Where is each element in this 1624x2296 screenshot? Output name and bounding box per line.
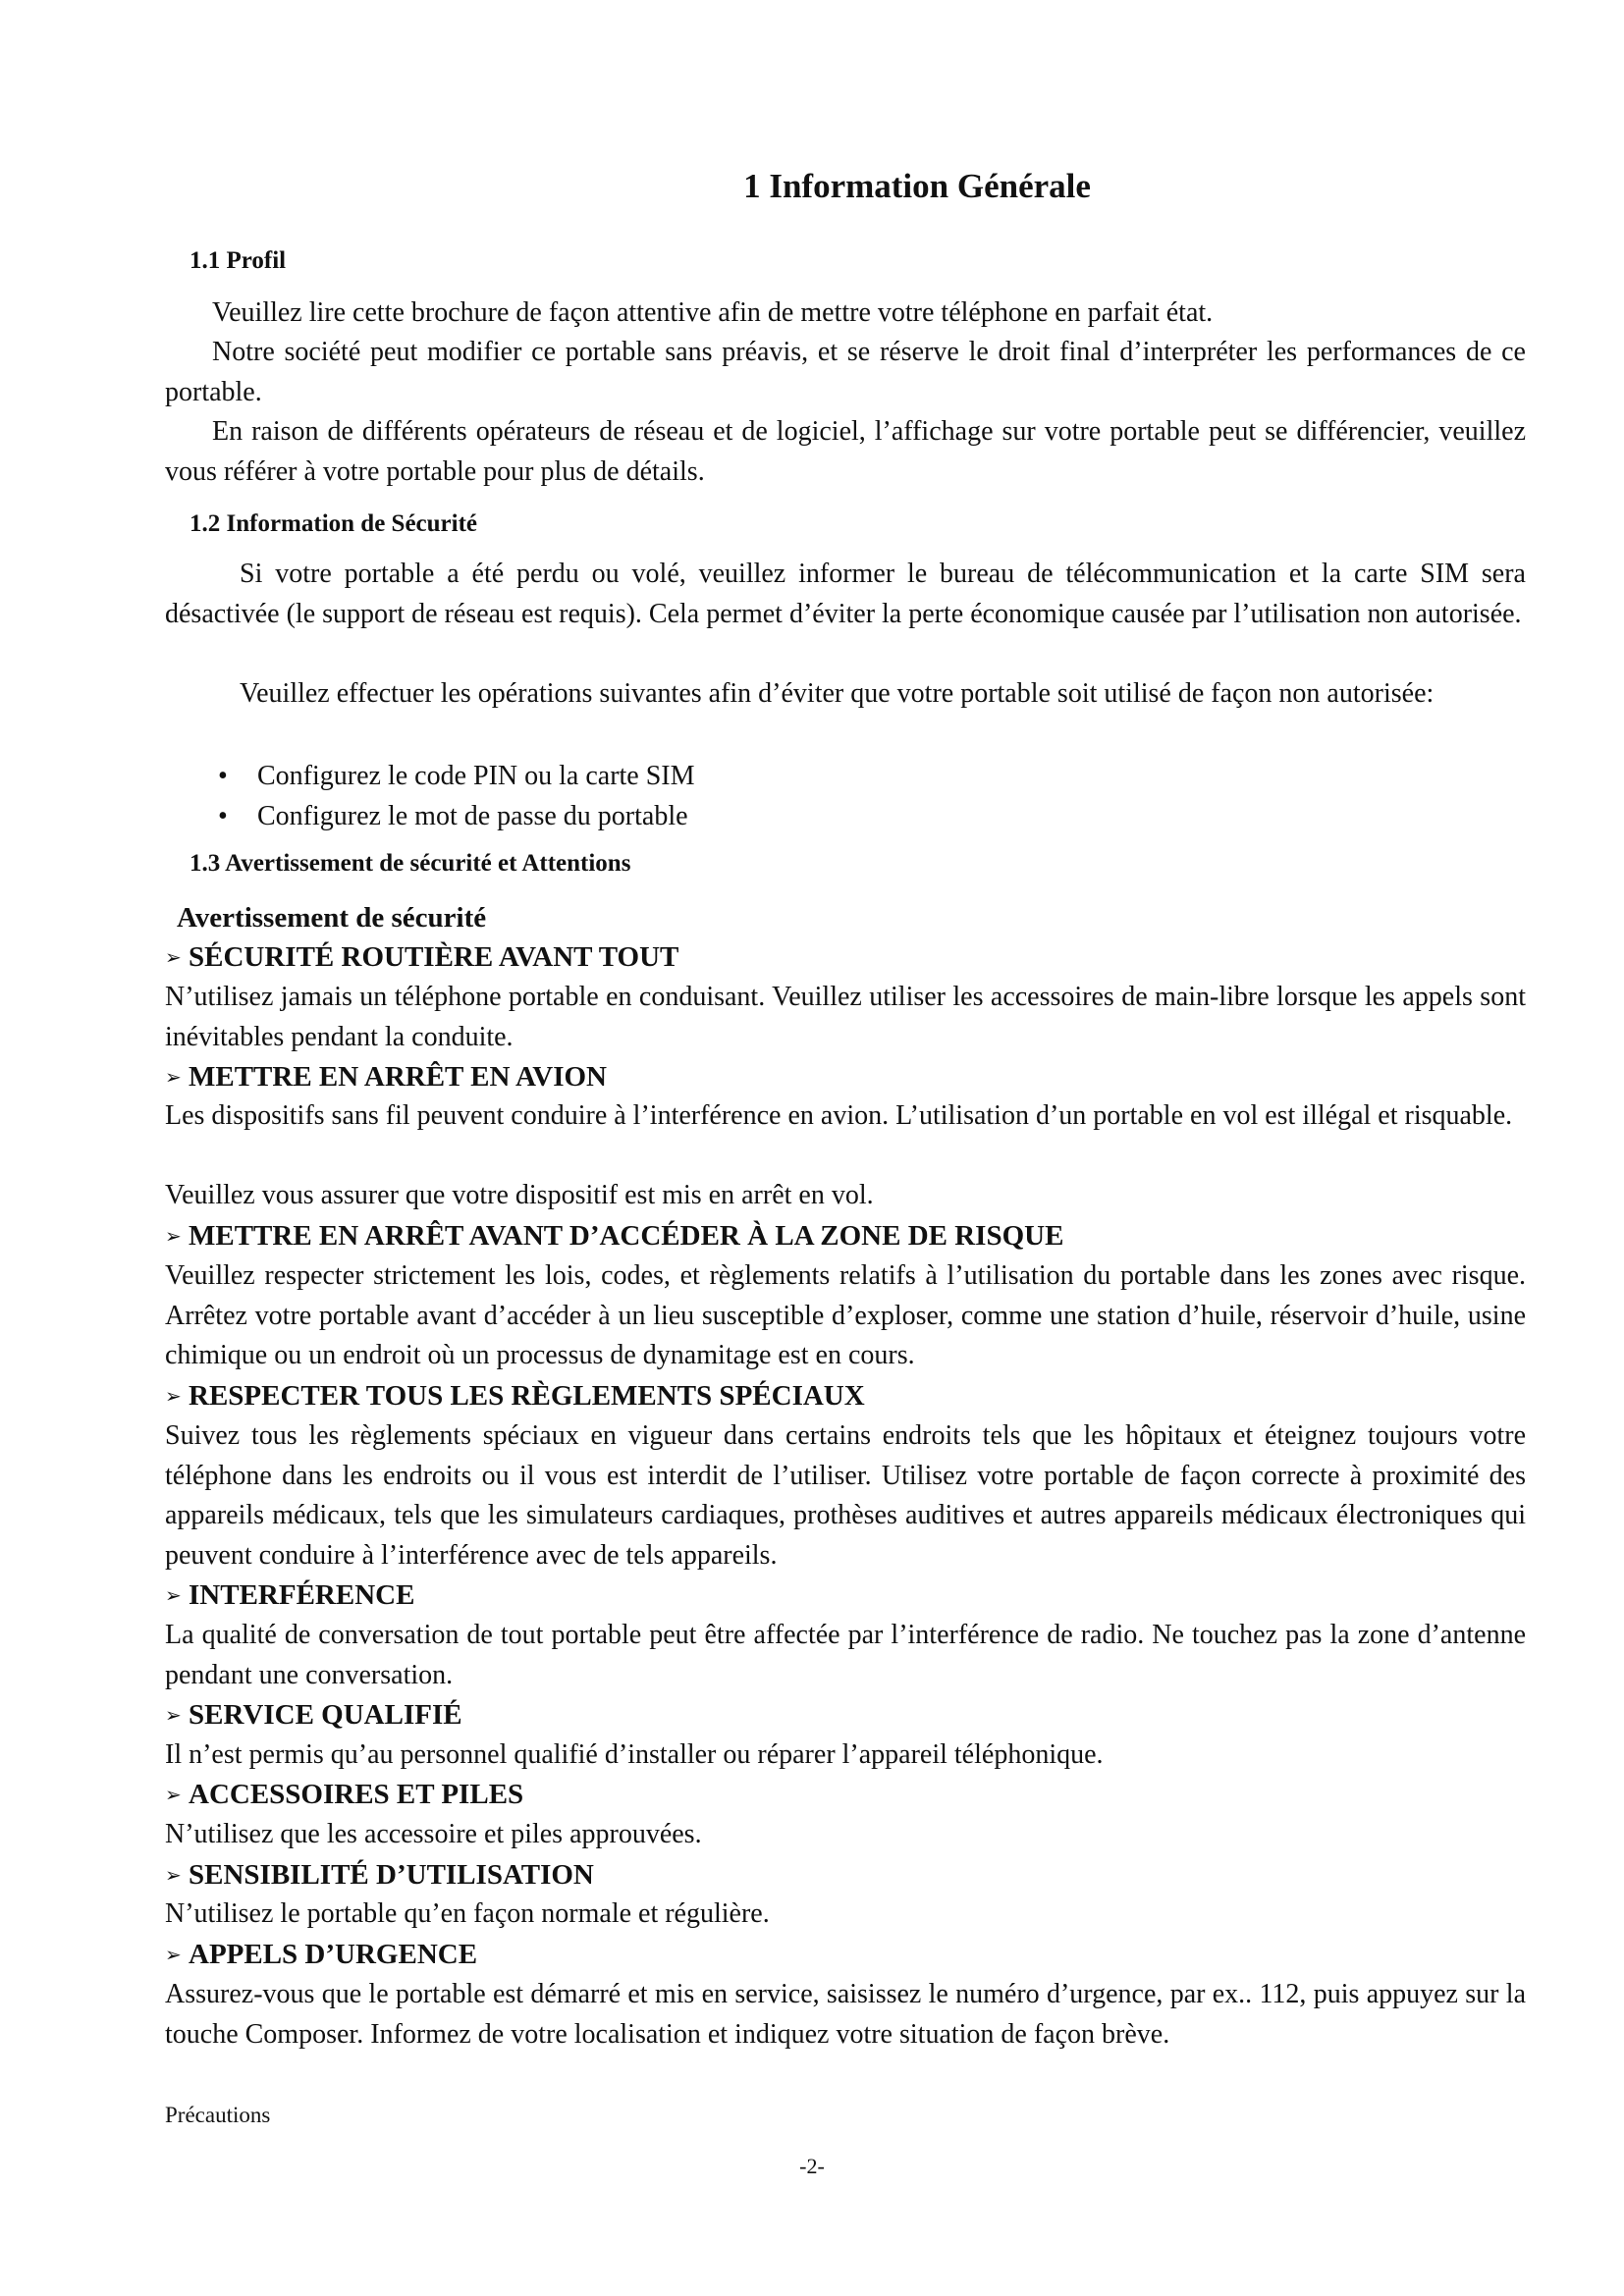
bullet-icon: • <box>218 801 228 831</box>
arrow-icon: ➢ <box>165 1386 182 1408</box>
paragraph: En raison de différents opérateurs de réseau et de logiciel, l’affichage sur votre portable peut se différencier, veuillez vous référer à votre portable pour plus de détails. <box>165 416 1526 487</box>
paragraph: Suivez tous les règlements spéciaux en vigueur dans certains endroits tels que les hôpitaux et éteignez toujours votre téléphone dans les endroits ou il vous est interdit de l’utiliser. Utilisez votre portable de façon correcte à proximité des appareils médicaux, tels que les simulateurs cardiaques, prothèses auditives et autres appareils médicaux électroniques qui peuvent conduire à l’interférence avec de tels appareils. <box>165 1420 1526 1571</box>
footer-label: Précautions <box>165 2103 271 2127</box>
arrow-icon: ➢ <box>165 1585 182 1607</box>
section-heading-avertissement: 1.3 Avertissement de sécurité et Attentions <box>189 850 631 877</box>
arrow-icon: ➢ <box>165 1785 182 1806</box>
bullet-icon: • <box>218 761 228 791</box>
warning-heading: ➢ METTRE EN ARRÊT EN AVION <box>165 1057 607 1097</box>
warning-heading: ➢ SENSIBILITÉ D’UTILISATION <box>165 1855 594 1896</box>
paragraph: Veuillez lire cette brochure de façon attentive afin de mettre votre téléphone en parfait état. <box>212 297 1214 328</box>
paragraph: N’utilisez le portable qu’en façon normale et régulière. <box>165 1898 770 1929</box>
arrow-icon: ➢ <box>165 1865 182 1887</box>
page-number: -2- <box>799 2154 825 2178</box>
paragraph: Assurez-vous que le portable est démarré et mis en service, saisissez le numéro d’urgence, par ex.. 112, puis appuyez sur la touche Composer. Informez de votre localisation et indiquez votre situation de façon brève. <box>165 1979 1526 2050</box>
warning-heading: ➢ SERVICE QUALIFIÉ <box>165 1695 462 1735</box>
warning-heading: ➢ ACCESSOIRES ET PILES <box>165 1775 523 1815</box>
list-item: • Configurez le code PIN ou la carte SIM <box>218 757 695 796</box>
paragraph: N’utilisez jamais un téléphone portable en conduisant. Veuillez utiliser les accessoires de main-libre lorsque les appels sont inévitables pendant la conduite. <box>165 982 1526 1052</box>
arrow-icon: ➢ <box>165 947 182 969</box>
arrow-icon: ➢ <box>165 1945 182 1966</box>
section-heading-securite: 1.2 Information de Sécurité <box>189 510 478 537</box>
subheading: Avertissement de sécurité <box>177 902 487 934</box>
paragraph: Veuillez respecter strictement les lois, codes, et règlements relatifs à l’utilisation du portable dans les zones avec risque. Arrêtez votre portable avant d’accéder à un lieu susceptible d’exploser, comme une station d’huile, réservoir d’huile, usine chimique ou un endroit où un processus de dynamitage est en cours. <box>165 1260 1526 1370</box>
paragraph: Si votre portable a été perdu ou volé, veuillez informer le bureau de télécommunication et la carte SIM sera désactivée (le support de réseau est requis). Cela permet d’éviter la perte économique causée par l’utilisation non autorisée. <box>165 559 1526 629</box>
paragraph: Notre société peut modifier ce portable sans préavis, et se réserve le droit final d’interpréter les performances de ce portable. <box>165 337 1526 407</box>
paragraph: Veuillez effectuer les opérations suivantes afin d’éviter que votre portable soit utilisé de façon non autorisée: <box>240 678 1435 709</box>
arrow-icon: ➢ <box>165 1067 182 1089</box>
warning-heading: ➢ SÉCURITÉ ROUTIÈRE AVANT TOUT <box>165 937 678 978</box>
warning-heading: ➢ METTRE EN ARRÊT AVANT D’ACCÉDER À LA ZONE DE RISQUE <box>165 1216 1063 1256</box>
page-title: 1 Information Générale <box>743 167 1091 205</box>
arrow-icon: ➢ <box>165 1226 182 1248</box>
warning-heading: ➢ APPELS D’URGENCE <box>165 1935 477 1975</box>
section-heading-profil: 1.1 Profil <box>189 247 287 274</box>
paragraph: Il n’est permis qu’au personnel qualifié d’installer ou réparer l’appareil téléphonique. <box>165 1739 1104 1770</box>
paragraph: N’utilisez que les accessoire et piles approuvées. <box>165 1819 702 1849</box>
list-item: • Configurez le mot de passe du portable <box>218 797 688 836</box>
warning-heading: ➢ INTERFÉRENCE <box>165 1575 414 1616</box>
warning-heading: ➢ RESPECTER TOUS LES RÈGLEMENTS SPÉCIAUX <box>165 1376 865 1416</box>
paragraph: La qualité de conversation de tout portable peut être affectée par l’interférence de radio. Ne touchez pas la zone d’antenne pendant une conversation. <box>165 1620 1526 1690</box>
paragraph: Les dispositifs sans fil peuvent conduire à l’interférence en avion. L’utilisation d’un portable en vol est illégal et risquable. <box>165 1100 1513 1131</box>
paragraph: Veuillez vous assurer que votre dispositif est mis en arrêt en vol. <box>165 1180 874 1210</box>
arrow-icon: ➢ <box>165 1705 182 1727</box>
